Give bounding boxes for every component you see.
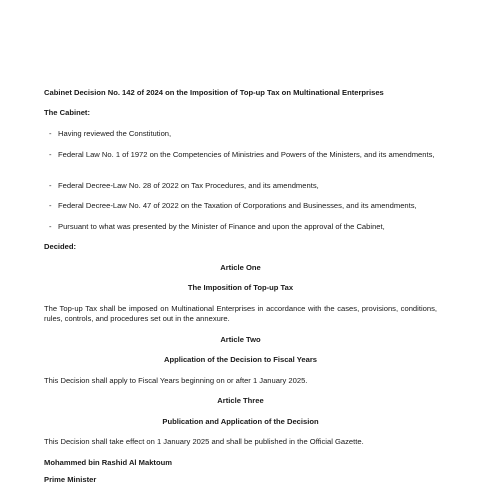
bullet-dash: - (49, 129, 52, 138)
recital-text: Pursuant to what was presented by the Minister of Finance and upon the approval of the Cabinet, (58, 222, 385, 231)
article-text: The Top-up Tax shall be imposed on Multinational Enterprises in accordance with the cases, provisions, conditions, rules, controls, and procedures set out in the annexure. (44, 304, 437, 323)
bullet-dash: - (49, 201, 52, 210)
decided-heading: Decided: (44, 242, 77, 251)
recital-text: Federal Decree-Law No. 47 of 2022 on the Taxation of Corporations and Businesses, and its amendments, (58, 201, 417, 210)
article-number: Article One (220, 263, 261, 272)
recital-text: Federal Law No. 1 of 1972 on the Competencies of Ministries and Powers of the Ministers, and its amendments, (58, 150, 435, 159)
document-title: Cabinet Decision No. 142 of 2024 on the Imposition of Top-up Tax on Multinational Enterprises (44, 88, 384, 97)
article-title: Publication and Application of the Decision (162, 417, 319, 426)
article-number: Article Two (220, 335, 261, 344)
recital-text: Federal Decree-Law No. 28 of 2022 on Tax Procedures, and its amendments, (58, 181, 319, 190)
article-number: Article Three (217, 396, 264, 405)
article-title: The Imposition of Top-up Tax (187, 283, 294, 292)
article-text: This Decision shall take effect on 1 January 2025 and shall be published in the Official Gazette. (44, 437, 364, 446)
recital-text: Having reviewed the Constitution, (58, 129, 172, 138)
article-title: Application of the Decision to Fiscal Years (163, 355, 318, 364)
signatory-name: Mohammed bin Rashid Al Maktoum (44, 458, 172, 467)
signatory-role: Prime Minister (44, 475, 97, 484)
document-page (44, 0, 437, 484)
bullet-dash: - (49, 150, 52, 159)
bullet-dash: - (49, 222, 52, 231)
bullet-dash: - (49, 181, 52, 190)
article-text: This Decision shall apply to Fiscal Years beginning on or after 1 January 2025. (44, 376, 308, 385)
cabinet-heading: The Cabinet: (44, 108, 90, 117)
